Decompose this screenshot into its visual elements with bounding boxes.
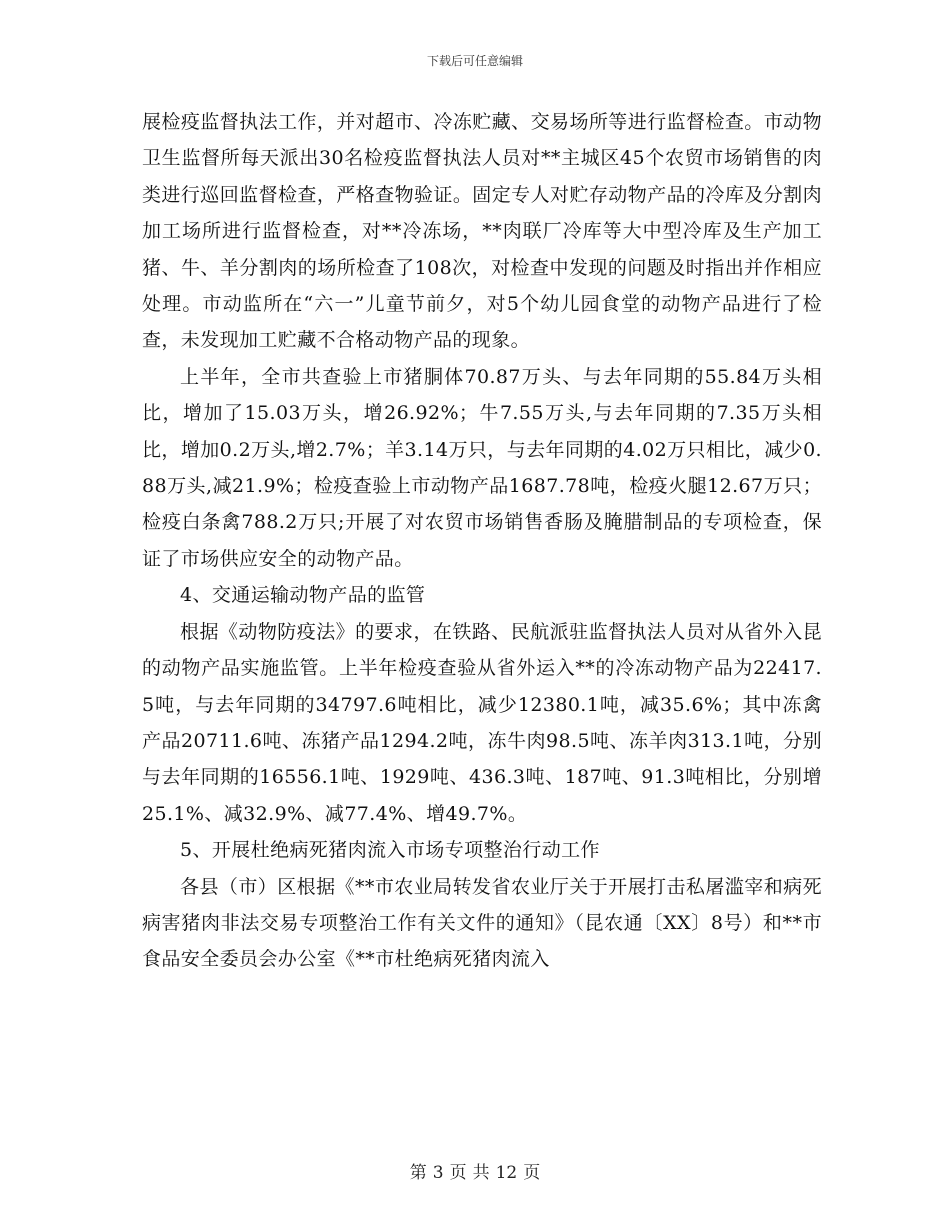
- total-page-count: 12: [495, 1163, 518, 1183]
- current-page-number: 3: [432, 1163, 444, 1183]
- page-header-note: 下载后可任意编辑: [426, 54, 523, 68]
- paragraph-special-campaign: 各县（市）区根据《**市农业局转发省农业厅关于开展打击私屠滥宰和病死病害猪肉非法交易专项整治工作有关文件的通知》（昆农通〔XX〕8号）和**市食品安全委员会办公室《**市杜绝病死猪肉流入: [142, 875, 822, 971]
- footer-total-unit: 页: [523, 1163, 541, 1183]
- footer-total-label: 共: [472, 1163, 490, 1183]
- paragraph-transport-supervision: 根据《动物防疫法》的要求，在铁路、民航派驻监督执法人员对从省外入昆的动物产品实施监管。上半年检疫查验从省外运入**的冷冻动物产品为22417.5吨，与去年同期的34797.6吨相比，减少12380.1吨，减35.6%；其中冻禽产品20711.6吨、冻猪产品1294.2吨，冻牛肉98.5吨、冻羊肉313.1吨，分别与去年同期的16556.1吨、1929吨、436.3吨、187吨、91.3吨相比，分别增25.1%、减32.9%、减77.4%、增49.7%。: [142, 620, 822, 825]
- page-number-footer: [0, 1158, 950, 1183]
- section-heading-special-campaign: 5、开展杜绝病死猪肉流入市场专项整治行动工作: [180, 839, 600, 862]
- paragraph-half-year-statistics: 上半年，全市共查验上市猪胴体70.87万头、与去年同期的55.84万头相比，增加了15.03万头，增26.92%；牛7.55万头,与去年同期的7.35万头相比，增加0.2万头,增2.7%；羊3.14万只，与去年同期的4.02万只相比，减少0.88万头,减21.9%；检疫查验上市动物产品1687.78吨，检疫火腿12.67万只；检疫白条禽788.2万只;开展了对农贸市场销售香肠及腌腊制品的专项检查，保证了市场供应安全的动物产品。: [142, 365, 822, 570]
- document-body: [142, 104, 822, 978]
- paragraph-inspection-supervision: 展检疫监督执法工作，并对超市、冷冻贮藏、交易场所等进行监督检查。市动物卫生监督所每天派出30名检疫监督执法人员对**主城区45个农贸市场销售的肉类进行巡回监督检查，严格查物验证。固定专人对贮存动物产品的冷库及分割肉加工场所进行监督检查，对**冷冻场，**肉联厂冷库等大中型冷库及生产加工猪、牛、羊分割肉的场所检查了108次，对检查中发现的问题及时指出并作相应处理。市动监所在“六一”儿童节前夕，对5个幼儿园食堂的动物产品进行了检查，未发现加工贮藏不合格动物产品的现象。: [142, 111, 822, 352]
- footer-page-label: 第: [409, 1163, 427, 1183]
- footer-page-unit: 页: [449, 1163, 467, 1183]
- section-heading-transport-supervision: 4、交通运输动物产品的监管: [180, 584, 426, 607]
